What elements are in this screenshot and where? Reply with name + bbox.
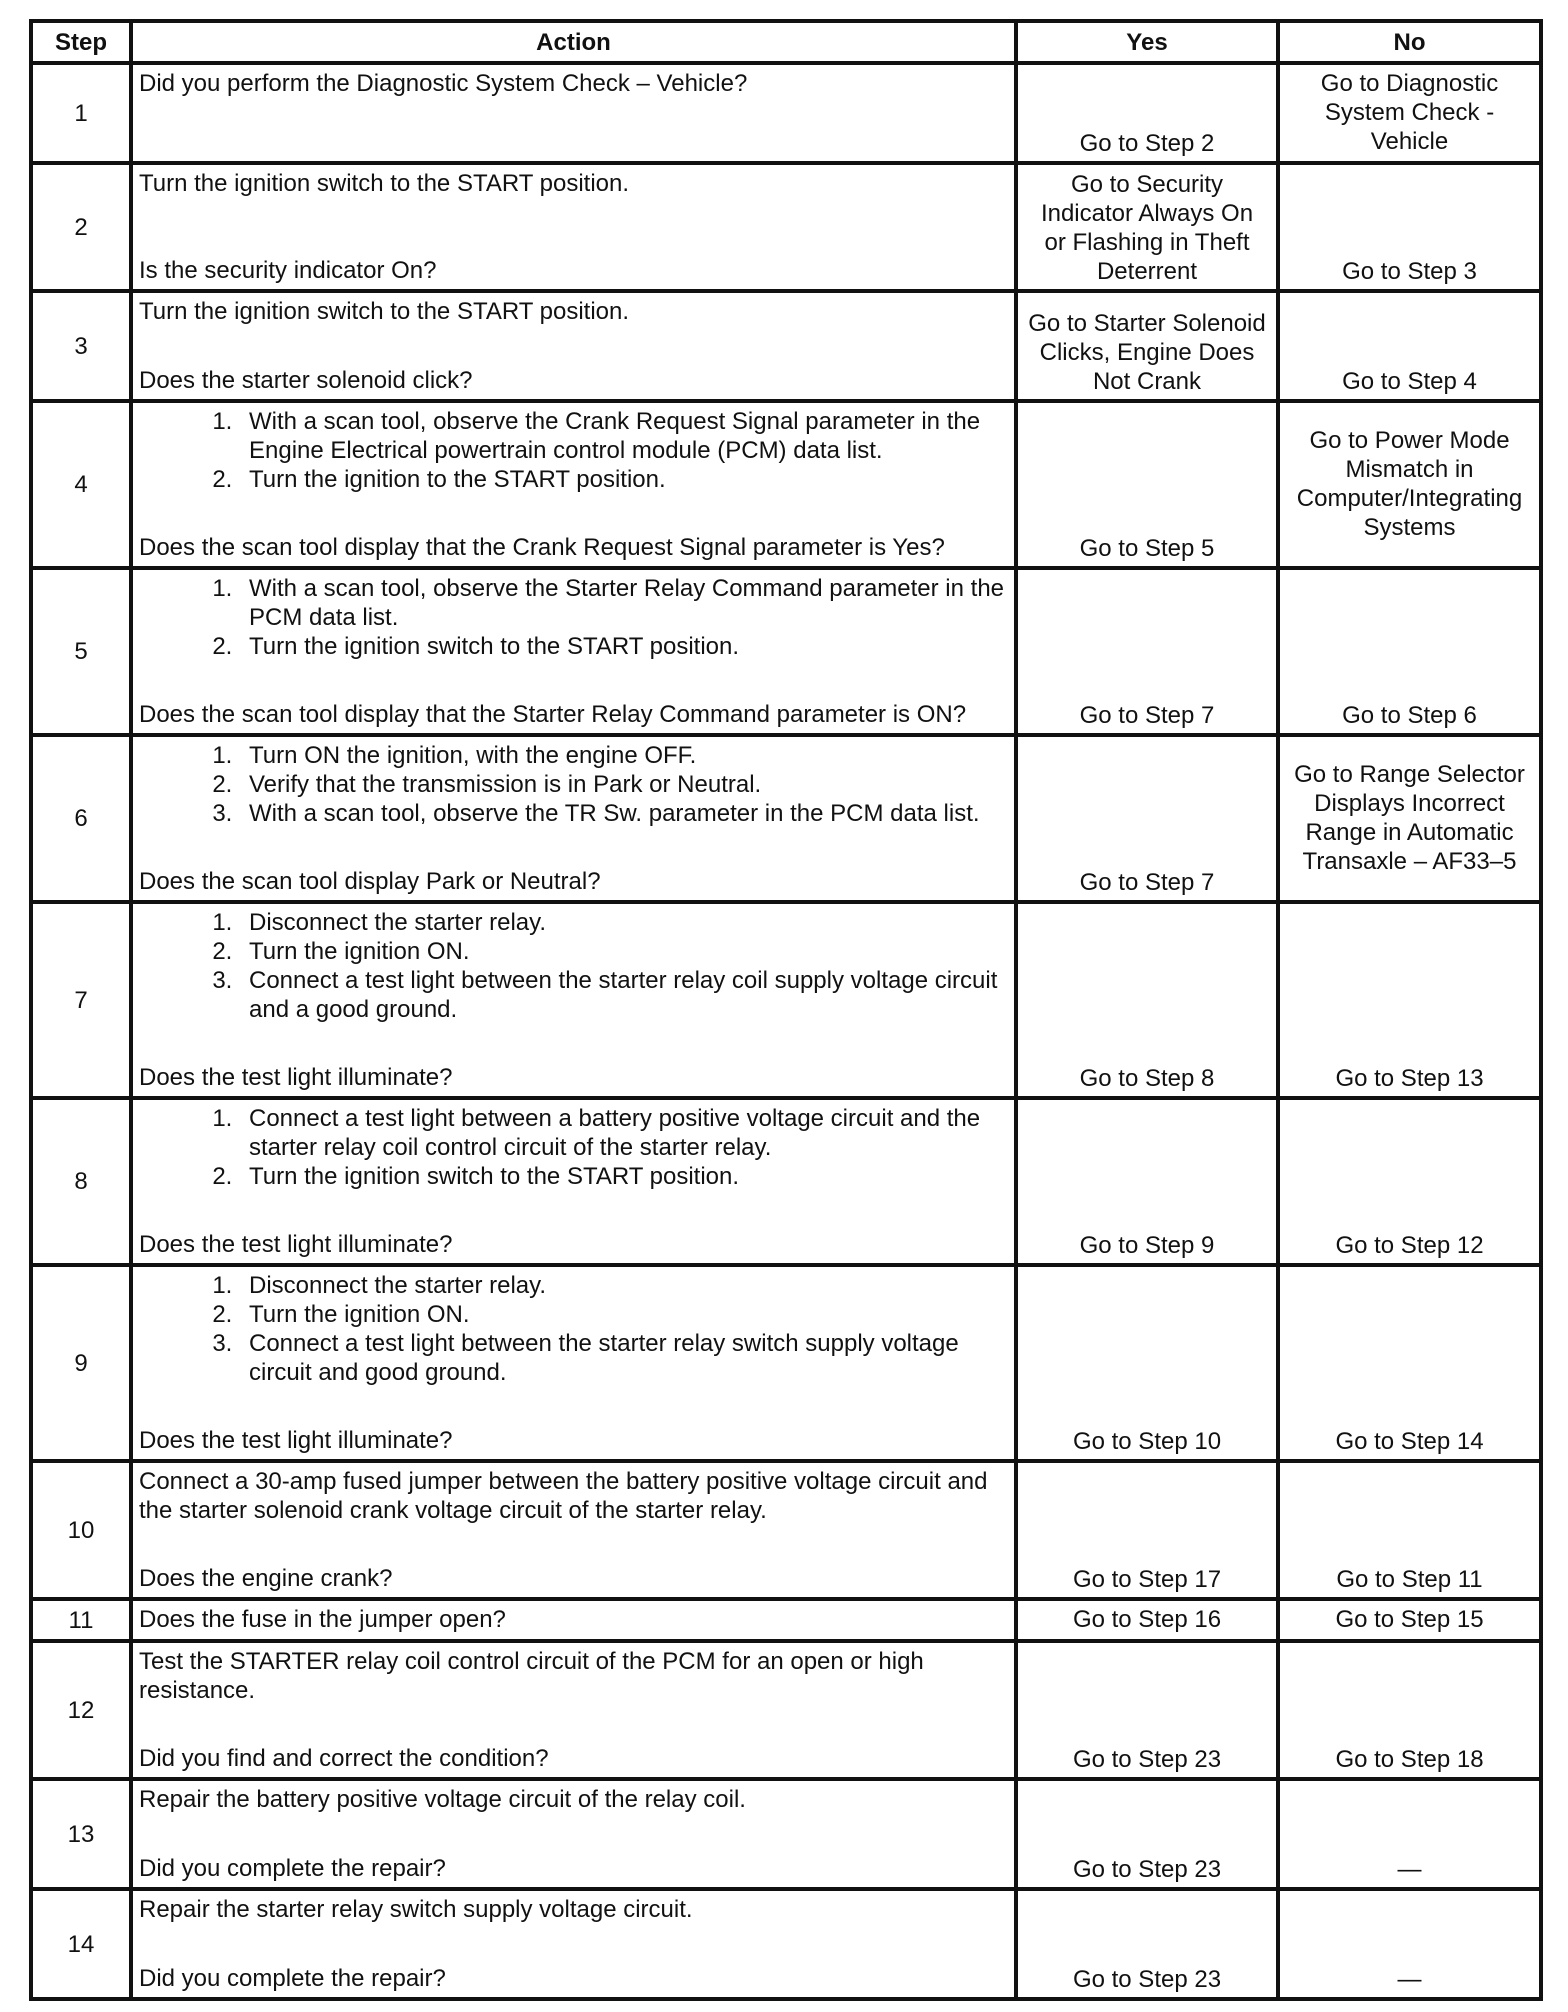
step-number: 2 — [31, 163, 131, 291]
action-question: Does the engine crank? — [139, 1565, 393, 1592]
yes-result: Go to Security Indicator Always On or Flashing in Theft Deterrent — [1016, 163, 1278, 291]
action-step-item: 1. With a scan tool, observe the Starter Relay Command parameter in the PCM data list. — [239, 574, 1008, 632]
no-result: — — [1278, 1889, 1541, 1999]
action-cell — [131, 63, 1016, 163]
step-number: 14 — [31, 1889, 131, 1999]
yes-result: Go to Step 7 — [1016, 568, 1278, 735]
no-result: Go to Step 4 — [1278, 291, 1541, 401]
table-row — [31, 1889, 1541, 1999]
yes-result: Go to Step 23 — [1016, 1779, 1278, 1889]
yes-result: Go to Step 9 — [1016, 1098, 1278, 1265]
action-cell — [131, 1641, 1016, 1779]
table-body — [31, 63, 1541, 1999]
step-number: 7 — [31, 902, 131, 1098]
header-yes: Yes — [1016, 21, 1278, 63]
action-instructions — [139, 1467, 1008, 1525]
action-cell — [131, 1779, 1016, 1889]
action-instructions — [139, 908, 1008, 1024]
action-instructions — [139, 1647, 1008, 1705]
table-row — [31, 1641, 1541, 1779]
no-result: Go to Step 15 — [1278, 1599, 1541, 1641]
action-steps-list — [139, 908, 1008, 1024]
action-text: Turn the ignition switch to the START position. — [139, 170, 630, 197]
no-result: Go to Step 3 — [1278, 163, 1541, 291]
action-cell — [131, 1461, 1016, 1599]
action-cell — [131, 568, 1016, 735]
yes-result: Go to Starter Solenoid Clicks, Engine Does Not Crank — [1016, 291, 1278, 401]
action-instructions — [139, 69, 1008, 98]
no-result: Go to Step 12 — [1278, 1098, 1541, 1265]
action-question: Is the security indicator On? — [139, 257, 437, 284]
action-step-item: 1. Disconnect the starter relay. — [239, 908, 1008, 937]
step-number: 4 — [31, 401, 131, 568]
action-question: Does the scan tool display that the Crank Request Signal parameter is Yes? — [139, 534, 945, 561]
action-step-item: 1. With a scan tool, observe the Crank Request Signal parameter in the Engine Electrical powertrain control module (PCM) data list. — [239, 407, 1008, 465]
no-result: Go to Step 11 — [1278, 1461, 1541, 1599]
table-row — [31, 1599, 1541, 1641]
action-step-item: 2. Turn the ignition switch to the START position. — [239, 1162, 1008, 1191]
step-number: 10 — [31, 1461, 131, 1599]
no-result: Go to Step 13 — [1278, 902, 1541, 1098]
step-number: 11 — [31, 1599, 131, 1641]
yes-result: Go to Step 10 — [1016, 1265, 1278, 1461]
step-number: 6 — [31, 735, 131, 902]
action-text: Turn the ignition switch to the START position. — [139, 298, 630, 325]
action-text: Test the STARTER relay coil control circuit of the PCM for an open or high resistance. — [139, 1648, 924, 1704]
step-number: 3 — [31, 291, 131, 401]
yes-result: Go to Step 17 — [1016, 1461, 1278, 1599]
action-step-item: 2. Turn the ignition to the START position. — [239, 465, 1008, 494]
table-row — [31, 1098, 1541, 1265]
step-number: 13 — [31, 1779, 131, 1889]
table-row — [31, 63, 1541, 163]
action-instructions — [139, 169, 1008, 198]
action-cell — [131, 291, 1016, 401]
action-step-item: 2. Verify that the transmission is in Park or Neutral. — [239, 770, 1008, 799]
action-instructions — [139, 407, 1008, 494]
table-row — [31, 735, 1541, 902]
action-question: Did you complete the repair? — [139, 1965, 446, 1992]
action-steps-list — [139, 741, 1008, 828]
action-text: Connect a 30-amp fused jumper between the battery positive voltage circuit and the starter solenoid crank voltage circuit of the starter relay. — [139, 1468, 988, 1524]
action-cell — [131, 735, 1016, 902]
table-row — [31, 1461, 1541, 1599]
no-result: Go to Range Selector Displays Incorrect Range in Automatic Transaxle – AF33–5 — [1278, 735, 1541, 902]
action-cell — [131, 1599, 1016, 1641]
step-number: 9 — [31, 1265, 131, 1461]
no-result: Go to Diagnostic System Check - Vehicle — [1278, 63, 1541, 163]
step-number: 12 — [31, 1641, 131, 1779]
action-cell — [131, 1265, 1016, 1461]
action-instructions — [139, 1104, 1008, 1191]
action-text: Repair the starter relay switch supply voltage circuit. — [139, 1896, 693, 1923]
action-question: Does the test light illuminate? — [139, 1231, 453, 1258]
yes-result: Go to Step 23 — [1016, 1641, 1278, 1779]
yes-result: Go to Step 5 — [1016, 401, 1278, 568]
step-number: 8 — [31, 1098, 131, 1265]
yes-result: Go to Step 16 — [1016, 1599, 1278, 1641]
action-step-item: 1. Turn ON the ignition, with the engine OFF. — [239, 741, 1008, 770]
action-question: Did you complete the repair? — [139, 1855, 446, 1882]
action-instructions — [139, 1271, 1008, 1387]
action-text: Repair the battery positive voltage circuit of the relay coil. — [139, 1786, 746, 1813]
action-steps-list — [139, 1104, 1008, 1191]
yes-result: Go to Step 8 — [1016, 902, 1278, 1098]
no-result: Go to Step 18 — [1278, 1641, 1541, 1779]
action-steps-list — [139, 574, 1008, 661]
action-question: Does the scan tool display that the Starter Relay Command parameter is ON? — [139, 701, 967, 728]
action-steps-list — [139, 407, 1008, 494]
action-question: Does the test light illuminate? — [139, 1064, 453, 1091]
step-number: 5 — [31, 568, 131, 735]
action-step-item: 1. Disconnect the starter relay. — [239, 1271, 1008, 1300]
action-step-item: 3. Connect a test light between the starter relay coil supply voltage circuit and a good ground. — [239, 966, 1008, 1024]
action-step-item: 3. With a scan tool, observe the TR Sw. parameter in the PCM data list. — [239, 799, 1008, 828]
header-action: Action — [131, 21, 1016, 63]
action-instructions — [139, 297, 1008, 326]
header-row — [31, 21, 1541, 63]
action-text: Does the fuse in the jumper open? — [139, 1606, 506, 1633]
table-row — [31, 902, 1541, 1098]
action-step-item: 3. Connect a test light between the starter relay switch supply voltage circuit and good ground. — [239, 1329, 1008, 1387]
yes-result: Go to Step 23 — [1016, 1889, 1278, 1999]
table-row — [31, 401, 1541, 568]
action-cell — [131, 401, 1016, 568]
action-step-item: 2. Turn the ignition ON. — [239, 937, 1008, 966]
action-instructions — [139, 1785, 1008, 1814]
table-row — [31, 1779, 1541, 1889]
action-instructions — [139, 1605, 1008, 1634]
table-row — [31, 163, 1541, 291]
action-step-item: 2. Turn the ignition switch to the START position. — [239, 632, 1008, 661]
action-text: Did you perform the Diagnostic System Check – Vehicle? — [139, 70, 748, 97]
header-no: No — [1278, 21, 1541, 63]
table-row — [31, 291, 1541, 401]
no-result: Go to Power Mode Mismatch in Computer/Integrating Systems — [1278, 401, 1541, 568]
no-result: Go to Step 6 — [1278, 568, 1541, 735]
action-question: Does the scan tool display Park or Neutral? — [139, 868, 601, 895]
table-row — [31, 568, 1541, 735]
no-result: Go to Step 14 — [1278, 1265, 1541, 1461]
action-question: Does the starter solenoid click? — [139, 367, 473, 394]
no-result: — — [1278, 1779, 1541, 1889]
action-step-item: 1. Connect a test light between a battery positive voltage circuit and the starter relay coil control circuit of the starter relay. — [239, 1104, 1008, 1162]
action-step-item: 2. Turn the ignition ON. — [239, 1300, 1008, 1329]
step-number: 1 — [31, 63, 131, 163]
yes-result: Go to Step 2 — [1016, 63, 1278, 163]
action-instructions — [139, 741, 1008, 828]
action-cell — [131, 1098, 1016, 1265]
yes-result: Go to Step 7 — [1016, 735, 1278, 902]
action-instructions — [139, 1895, 1008, 1924]
header-step: Step — [31, 21, 131, 63]
action-question: Does the test light illuminate? — [139, 1427, 453, 1454]
table-row — [31, 1265, 1541, 1461]
action-steps-list — [139, 1271, 1008, 1387]
action-cell — [131, 1889, 1016, 1999]
diagnostic-table — [29, 19, 1543, 2001]
action-cell — [131, 163, 1016, 291]
action-question: Did you find and correct the condition? — [139, 1745, 549, 1772]
action-instructions — [139, 574, 1008, 661]
action-cell — [131, 902, 1016, 1098]
